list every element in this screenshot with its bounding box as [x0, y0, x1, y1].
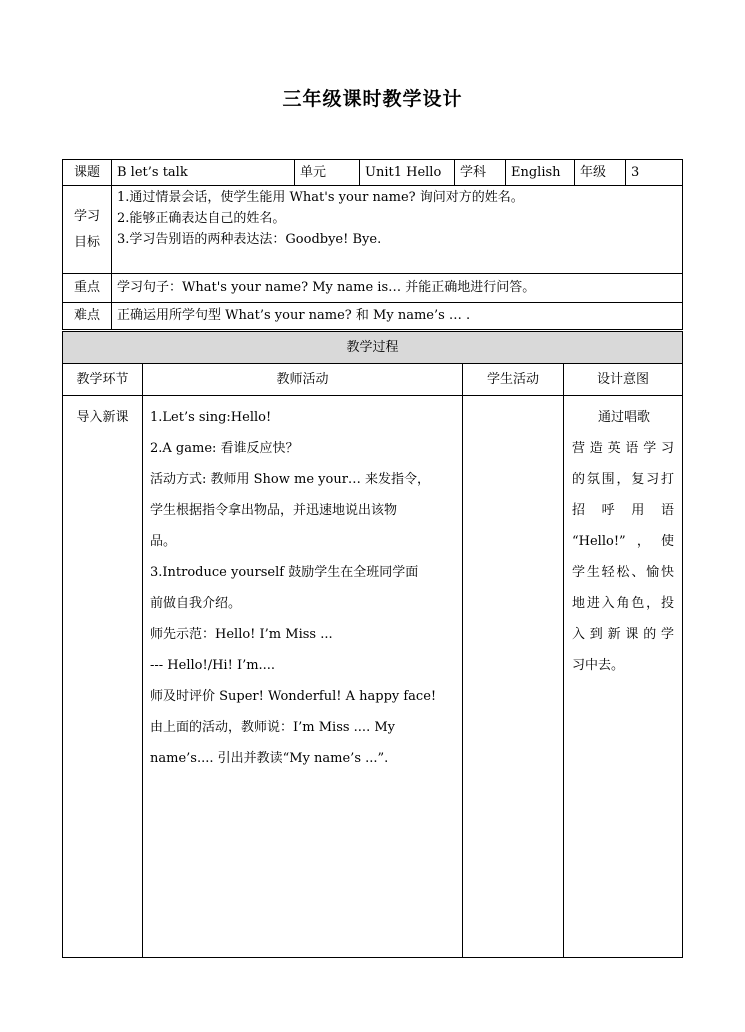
teaching-process-table [62, 331, 683, 958]
subject-value: English [506, 160, 575, 186]
teacher-activity-cell [143, 396, 463, 958]
teacher-activity-line: 1.Let’s sing:Hello! [150, 410, 272, 425]
teacher-activity-line: --- Hello!/Hi! I’m.... [150, 658, 276, 673]
process-section-title: 教学过程 [63, 332, 683, 364]
objectives-label [63, 186, 112, 274]
column-header-design-intent: 设计意图 [564, 364, 683, 396]
objectives-list [112, 186, 683, 274]
column-header-stage: 教学环节 [63, 364, 143, 396]
design-intent-line: 地进入角色，投 [572, 596, 675, 611]
design-intent-line: 入到新课的学 [572, 627, 675, 642]
teacher-activity-line: 由上面的活动，教师说：I’m Miss .... My [150, 720, 395, 735]
teacher-activity-line: 2.A game: 看谁反应快？ [150, 441, 299, 456]
design-intent-line: 习中去。 [572, 658, 625, 673]
design-intent-line: 学生轻松、愉快 [572, 565, 675, 580]
teacher-activity-line: name’s.... 引出并教读“My name’s ...”. [150, 751, 389, 766]
stage-label: 导入新课 [76, 410, 129, 425]
topic-value: B let’s talk [112, 160, 295, 186]
teacher-activity-line: 活动方式: 教师用 Show me your… 来发指令， [150, 472, 431, 487]
design-intent-cell [564, 396, 683, 958]
column-header-teacher-activity: 教师活动 [143, 364, 463, 396]
objectives-label-line-2: 目标 [73, 234, 100, 250]
unit-label: 单元 [295, 160, 360, 186]
teacher-activity-line: 学生根据指令拿出物品，并迅速地说出该物 [150, 503, 398, 518]
objectives-label-line-1: 学习 [73, 208, 100, 224]
stage-cell [63, 396, 143, 958]
key-points-text: 学习句子：What's your name? My name is… 并能正确地进行问答。 [112, 274, 683, 303]
design-intent-line: 营造英语学习 [572, 441, 675, 456]
grade-label: 年级 [575, 160, 626, 186]
teacher-activity-line: 师先示范：Hello! I’m Miss ... [150, 627, 333, 642]
page-title: 三年级课时教学设计 [282, 88, 463, 110]
lesson-info-table [62, 159, 683, 330]
key-points-label: 重点 [63, 274, 112, 303]
difficulties-label: 难点 [63, 303, 112, 330]
unit-value: Unit1 Hello [360, 160, 455, 186]
subject-label: 学科 [455, 160, 506, 186]
design-intent-line: 的氛围，复习打 [572, 472, 675, 487]
grade-value: 3 [626, 160, 683, 186]
student-activity-cell [463, 396, 564, 958]
topic-label: 课题 [63, 160, 112, 186]
design-intent-line: 招 呼 用 语 [572, 503, 675, 518]
teacher-activity-line: 前做自我介绍。 [150, 596, 242, 611]
teacher-activity-line: 师及时评价 Super! Wonderful! A happy face! [150, 689, 437, 704]
design-intent-line: “Hello!”，使 [572, 534, 675, 549]
teacher-activity-line: 品。 [150, 534, 177, 549]
objective-item: 1.通过情景会话，使学生能用 What's your name? 询问对方的姓名。 [117, 190, 524, 205]
teacher-activity-line: 3.Introduce yourself 鼓励学生在全班同学面 [150, 565, 419, 580]
difficulties-text: 正确运用所学句型 What’s your name? 和 My name’s … . [112, 303, 683, 330]
objective-item: 3.学习告别语的两种表达法：Goodbye! Bye. [117, 232, 382, 247]
column-header-student-activity: 学生活动 [463, 364, 564, 396]
design-intent-line: 通过唱歌 [572, 410, 651, 425]
objective-item: 2.能够正确表达自己的姓名。 [117, 211, 286, 226]
